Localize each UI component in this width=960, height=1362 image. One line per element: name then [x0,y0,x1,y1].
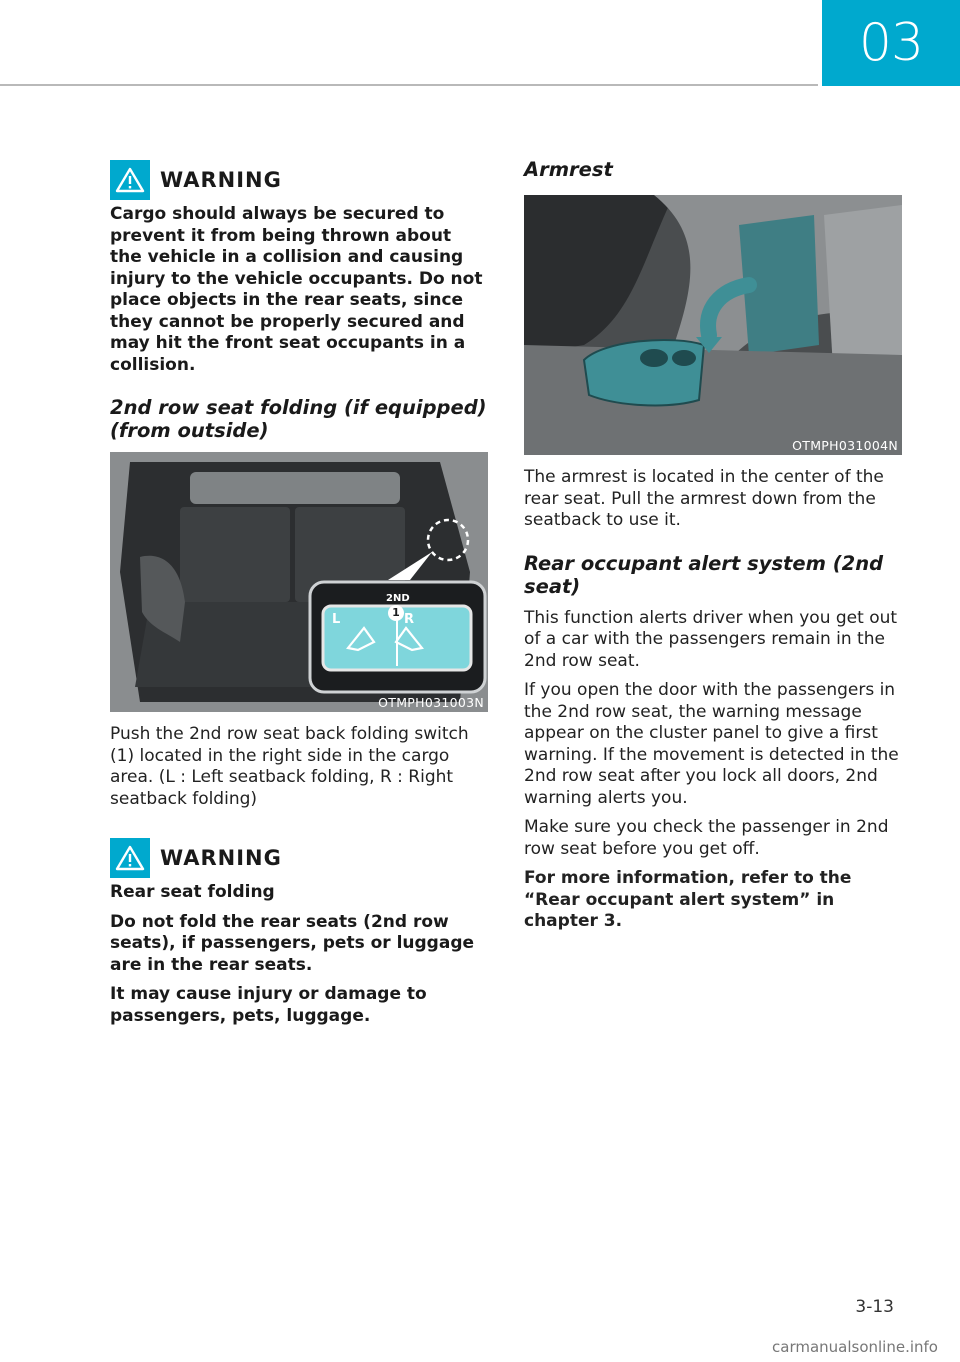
switch-label: 2ND [386,593,410,604]
section-title-line: 2nd row seat folding (if equipped) [110,396,487,419]
alert-paragraph: This function alerts driver when you get out of a car with the passengers remain in the 2nd row seat. [524,607,898,671]
alert-reference: For more information, refer to the “Rear occupant alert system” in chapter 3. [524,868,852,931]
warning-title: WARNING [160,846,282,870]
cargo-area-illustration [110,452,488,712]
figure-caption: OTMPH031004N [792,438,898,453]
armrest-figure [524,195,902,455]
alert-paragraph: If you open the door with the passengers in the 2nd row seat, the warning message appear on the cluster panel to give a first warning. If the movement is detected in the 2nd row seat after you lock all doors, 2nd warning alerts you. [524,680,899,808]
seat-folding-body: Push the 2nd row seat back folding switch (1) located in the right side in the cargo area. (L : Left seatback folding, R : Right seatback folding) [110,724,469,809]
section-title-armrest: Armrest [524,158,613,181]
right-column [524,158,902,941]
switch-right-letter: R [404,612,415,627]
header-rule [0,84,818,86]
section-title-rear-occupant-alert: Rear occupant alert system (2nd seat) [524,551,884,598]
cargo-area-figure [110,452,488,712]
switch-number: 1 [388,605,404,621]
warning-title: WARNING [160,168,282,192]
warning-text: It may cause injury or damage to passengers, pets, luggage. [110,984,427,1026]
warning-subtitle: Rear seat folding [110,882,275,902]
chapter-tab: 03 [822,0,960,86]
figure-caption: OTMPH031003N [378,695,484,710]
warning-triangle-icon [110,160,150,200]
warning-triangle-icon [110,838,150,878]
section-title-line: (from outside) [110,419,269,442]
warning-header [110,836,488,880]
warning-text: Do not fold the rear seats (2nd row seats), if passengers, pets or luggage are in the rear seats. [110,911,475,975]
armrest-body: The armrest is located in the center of the rear seat. Pull the armrest down from the seatback to use it. [524,467,884,530]
warning-text: Cargo should always be secured to prevent it from being thrown about the vehicle in a collision and causing injury to the vehicle occupants. Do not place objects in the rear seats, since they cannot be properly secured and may hit the front seat occupants in a collision. [110,204,483,375]
alert-paragraph: Make sure you check the passenger in 2nd row seat before you get off. [524,817,889,859]
warning-header [110,158,488,202]
section-title-seat-folding [110,396,488,442]
armrest-illustration [524,195,902,455]
page-number: 3-13 [855,1297,894,1317]
switch-left-letter: L [332,612,341,627]
watermark[interactable]: carmanualsonline.info [772,1338,938,1356]
left-column [110,158,488,1035]
